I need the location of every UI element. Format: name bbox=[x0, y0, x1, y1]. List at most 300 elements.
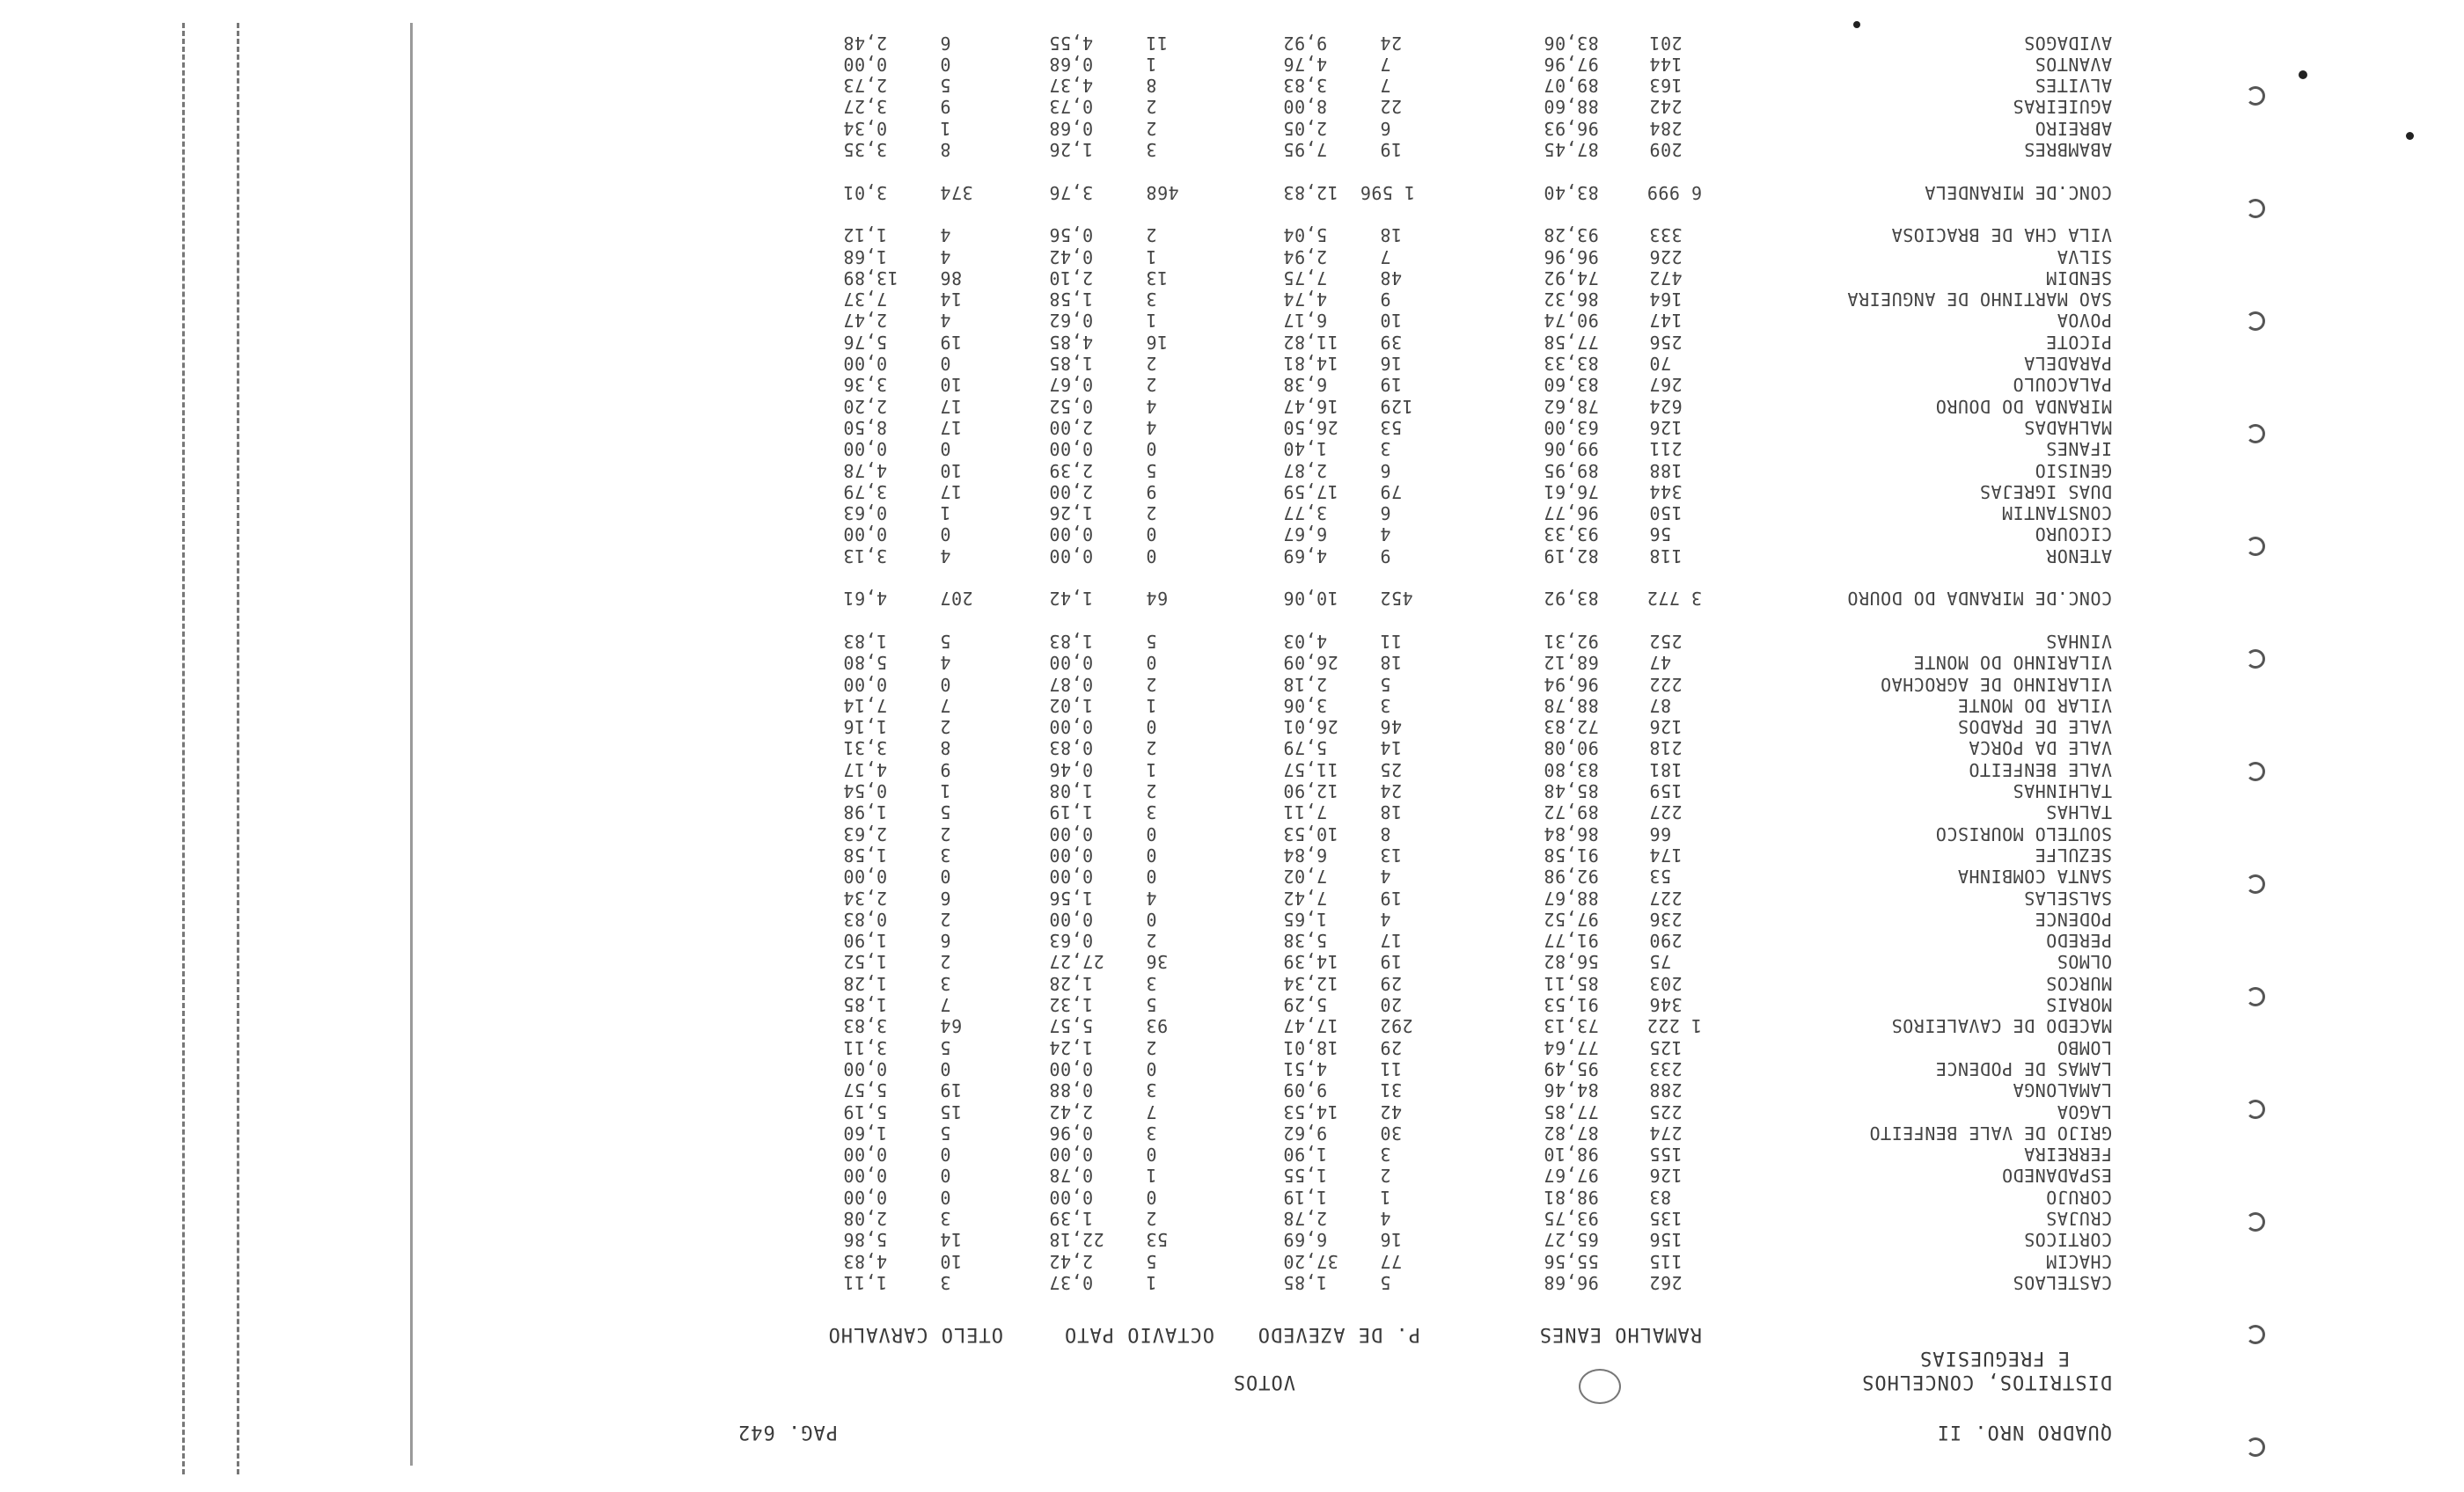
row-value: 1 222 bbox=[1646, 1015, 1702, 1037]
table-row bbox=[0, 160, 2464, 181]
row-value: 3 bbox=[1380, 694, 1391, 716]
row-value: 24 bbox=[1380, 780, 1403, 802]
row-value: 4,83 bbox=[843, 1250, 888, 1272]
row-value: 207 bbox=[940, 588, 973, 610]
row-value: 1,16 bbox=[843, 716, 888, 738]
row-value: 333 bbox=[1649, 224, 1683, 246]
row-value: 8 bbox=[940, 737, 951, 759]
row-name: SENDIM bbox=[2045, 267, 2112, 289]
row-value: 22 bbox=[1380, 96, 1403, 118]
row-value: 6 999 bbox=[1646, 181, 1702, 203]
row-value: 77 bbox=[1380, 1250, 1403, 1272]
table-row bbox=[0, 139, 2464, 160]
row-value: 31 bbox=[1380, 1079, 1403, 1101]
table-row bbox=[0, 224, 2464, 245]
row-value: 4 bbox=[1380, 1208, 1391, 1230]
ink-spot bbox=[2406, 132, 2414, 140]
row-value: 0 bbox=[940, 53, 951, 75]
row-value: 10,53 bbox=[1283, 823, 1338, 845]
row-value: 472 bbox=[1649, 267, 1683, 289]
row-value: 3,36 bbox=[843, 374, 888, 396]
row-value: 17 bbox=[1380, 930, 1403, 952]
ink-spot bbox=[1853, 21, 1860, 28]
row-value: 2,47 bbox=[843, 310, 888, 332]
row-name: PEREDO bbox=[2045, 930, 2112, 952]
row-name: PICOTE bbox=[2045, 331, 2112, 353]
row-value: 4 bbox=[940, 224, 951, 246]
row-value: 129 bbox=[1380, 395, 1413, 417]
row-name: VILAR DO MONTE bbox=[1957, 694, 2112, 716]
row-value: 226 bbox=[1649, 245, 1683, 267]
table-row bbox=[0, 1037, 2464, 1058]
row-value: 0 bbox=[1146, 1058, 1157, 1079]
row-value: 96,68 bbox=[1544, 1272, 1599, 1293]
row-value: 292 bbox=[1380, 1015, 1413, 1037]
row-name: DUAS IGREJAS bbox=[1979, 480, 2112, 502]
row-value: 0,63 bbox=[1049, 930, 1094, 952]
row-value: 2,00 bbox=[1049, 417, 1094, 438]
row-value: 15 bbox=[940, 1101, 963, 1123]
row-value: 2 bbox=[940, 823, 951, 845]
table-row bbox=[0, 203, 2464, 224]
row-value: 3 bbox=[1146, 801, 1157, 823]
row-value: 288 bbox=[1649, 1079, 1683, 1101]
row-name: SAO MARTINHO DE ANGUEIRA bbox=[1847, 289, 2112, 311]
row-value: 8,50 bbox=[843, 417, 888, 438]
row-value: 2,42 bbox=[1049, 1250, 1094, 1272]
row-value: 26,09 bbox=[1283, 652, 1338, 674]
table-row bbox=[0, 75, 2464, 96]
row-value: 17,59 bbox=[1283, 480, 1338, 502]
row-value: 0,00 bbox=[843, 1058, 888, 1079]
row-value: 0 bbox=[940, 438, 951, 460]
row-value: 90,74 bbox=[1544, 310, 1599, 332]
row-name: VALE DA PORCA bbox=[1968, 737, 2112, 759]
row-value: 11 bbox=[1380, 631, 1403, 652]
table-row bbox=[0, 1166, 2464, 1187]
row-value: 14,39 bbox=[1283, 951, 1338, 973]
row-value: 64 bbox=[1146, 588, 1169, 610]
row-value: 0 bbox=[940, 353, 951, 375]
row-value: 1,12 bbox=[843, 224, 888, 246]
row-value: 0 bbox=[1146, 1186, 1157, 1208]
table-row bbox=[0, 33, 2464, 54]
row-value: 1,40 bbox=[1283, 438, 1328, 460]
row-value: 5,57 bbox=[1049, 1015, 1094, 1037]
row-value: 4,37 bbox=[1049, 75, 1094, 97]
table-row bbox=[0, 1015, 2464, 1036]
row-value: 3 bbox=[1380, 438, 1391, 460]
table-row bbox=[0, 332, 2464, 353]
row-value: 125 bbox=[1649, 1036, 1683, 1058]
row-value: 0,88 bbox=[1049, 1079, 1094, 1101]
row-value: 262 bbox=[1649, 1272, 1683, 1293]
table-row bbox=[0, 545, 2464, 567]
row-value: 0,68 bbox=[1049, 117, 1094, 139]
row-value: 0,00 bbox=[1049, 438, 1094, 460]
row-value: 1 bbox=[940, 117, 951, 139]
row-value: 73,13 bbox=[1544, 1015, 1599, 1037]
row-value: 92,31 bbox=[1544, 631, 1599, 652]
row-value: 4 bbox=[1380, 866, 1391, 888]
row-value: 156 bbox=[1649, 1229, 1683, 1251]
row-value: 0,52 bbox=[1049, 395, 1094, 417]
row-value: 8,00 bbox=[1283, 96, 1328, 118]
row-value: 0 bbox=[940, 673, 951, 695]
row-value: 83,06 bbox=[1544, 32, 1599, 54]
row-value: 5 bbox=[1146, 459, 1157, 481]
row-value: 1,19 bbox=[1283, 1186, 1328, 1208]
row-name: MURCOS bbox=[2045, 972, 2112, 994]
row-value: 4 bbox=[940, 245, 951, 267]
row-value: 3,31 bbox=[843, 737, 888, 759]
row-value: 0,00 bbox=[1049, 866, 1094, 888]
row-value: 7 bbox=[1380, 75, 1391, 97]
row-value: 98,81 bbox=[1544, 1186, 1599, 1208]
row-value: 2,18 bbox=[1283, 673, 1328, 695]
row-value: 19 bbox=[940, 331, 963, 353]
row-value: 55,56 bbox=[1544, 1250, 1599, 1272]
row-value: 2 bbox=[1146, 737, 1157, 759]
table-row bbox=[0, 1272, 2464, 1293]
row-value: 2 bbox=[1146, 353, 1157, 375]
row-value: 96,77 bbox=[1544, 502, 1599, 524]
row-value: 48 bbox=[1380, 267, 1403, 289]
row-value: 1,28 bbox=[843, 972, 888, 994]
row-value: 72,83 bbox=[1544, 716, 1599, 738]
row-value: 3,77 bbox=[1283, 502, 1328, 524]
row-value: 96,94 bbox=[1544, 673, 1599, 695]
table-row bbox=[0, 823, 2464, 845]
row-value: 344 bbox=[1649, 480, 1683, 502]
row-value: 78,62 bbox=[1544, 395, 1599, 417]
stamp-mark bbox=[1579, 1369, 1621, 1404]
row-value: 284 bbox=[1649, 117, 1683, 139]
row-name: SOUTELO MOURISCO bbox=[1935, 823, 2112, 845]
row-value: 12,34 bbox=[1283, 972, 1338, 994]
table-row bbox=[0, 866, 2464, 887]
row-name: GRIJO DE VALE BENFEITO bbox=[1869, 1122, 2112, 1144]
row-value: 3,83 bbox=[843, 1015, 888, 1037]
row-value: 14,81 bbox=[1283, 353, 1338, 375]
row-value: 93,28 bbox=[1544, 224, 1599, 246]
row-value: 14 bbox=[940, 1229, 963, 1251]
row-value: 9 bbox=[1380, 545, 1391, 567]
row-value: 0,00 bbox=[843, 1144, 888, 1166]
row-value: 256 bbox=[1649, 331, 1683, 353]
row-name: FERREIRA bbox=[2023, 1144, 2112, 1166]
row-value: 6,38 bbox=[1283, 374, 1328, 396]
row-value: 0 bbox=[940, 866, 951, 888]
row-value: 4,85 bbox=[1049, 331, 1094, 353]
row-value: 2,39 bbox=[1049, 459, 1094, 481]
table-row bbox=[0, 311, 2464, 332]
row-value: 2 bbox=[1146, 96, 1157, 118]
punch-hole-mark bbox=[2246, 311, 2265, 331]
row-value: 65,27 bbox=[1544, 1229, 1599, 1251]
row-value: 5 bbox=[940, 801, 951, 823]
row-value: 6,84 bbox=[1283, 845, 1328, 866]
row-value: 1,42 bbox=[1049, 588, 1094, 610]
punch-hole-mark bbox=[2246, 1437, 2265, 1457]
row-value: 2 bbox=[1146, 1208, 1157, 1230]
row-value: 0,00 bbox=[1049, 545, 1094, 567]
row-name: ATENOR bbox=[2045, 545, 2112, 567]
row-value: 174 bbox=[1649, 845, 1683, 866]
row-value: 0,00 bbox=[1049, 908, 1094, 930]
row-value: 7 bbox=[1146, 1101, 1157, 1123]
row-value: 267 bbox=[1649, 374, 1683, 396]
row-value: 9 bbox=[940, 96, 951, 118]
row-value: 87 bbox=[1649, 694, 1672, 716]
row-value: 86,32 bbox=[1544, 289, 1599, 311]
row-value: 2,05 bbox=[1283, 117, 1328, 139]
row-name: LAMAS DE PODENCE bbox=[1935, 1058, 2112, 1079]
row-value: 0,56 bbox=[1049, 224, 1094, 246]
row-value: 5,38 bbox=[1283, 930, 1328, 952]
row-value: 1 bbox=[1146, 1272, 1157, 1293]
row-value: 0,00 bbox=[843, 438, 888, 460]
row-value: 18 bbox=[1380, 652, 1403, 674]
row-name: VILARINHO DE AGROCHAO bbox=[1880, 673, 2112, 695]
row-name: CONC.DE MIRANDELA bbox=[1924, 181, 2112, 203]
row-value: 2,10 bbox=[1049, 267, 1094, 289]
row-value: 12,90 bbox=[1283, 780, 1338, 802]
row-value: 0,00 bbox=[843, 866, 888, 888]
row-value: 7 bbox=[940, 694, 951, 716]
row-value: 0 bbox=[940, 523, 951, 545]
punch-hole-mark bbox=[2246, 424, 2265, 443]
row-value: 155 bbox=[1649, 1144, 1683, 1166]
row-value: 12,83 bbox=[1283, 181, 1338, 203]
row-value: 5,86 bbox=[843, 1229, 888, 1251]
row-value: 3,13 bbox=[843, 545, 888, 567]
row-value: 10 bbox=[940, 459, 963, 481]
row-value: 13 bbox=[1380, 845, 1403, 866]
row-value: 0,00 bbox=[1049, 1186, 1094, 1208]
table-row bbox=[0, 652, 2464, 673]
row-value: 0,00 bbox=[843, 1186, 888, 1208]
table-row bbox=[0, 267, 2464, 289]
row-value: 5 bbox=[940, 1036, 951, 1058]
row-value: 144 bbox=[1649, 53, 1683, 75]
row-value: 4,03 bbox=[1283, 631, 1328, 652]
row-value: 1,58 bbox=[1049, 289, 1094, 311]
row-value: 0,96 bbox=[1049, 1122, 1094, 1144]
row-value: 2 bbox=[1146, 117, 1157, 139]
row-value: 19 bbox=[1380, 374, 1403, 396]
row-value: 1,83 bbox=[1049, 631, 1094, 652]
row-value: 1,02 bbox=[1049, 694, 1094, 716]
row-value: 5,79 bbox=[1283, 737, 1328, 759]
row-value: 30 bbox=[1380, 1122, 1403, 1144]
row-value: 1,26 bbox=[1049, 502, 1094, 524]
row-value: 2 bbox=[1146, 502, 1157, 524]
row-name: CORUJO bbox=[2045, 1186, 2112, 1208]
row-value: 7,37 bbox=[843, 289, 888, 311]
votos-label: VOTOS bbox=[1232, 1371, 1295, 1393]
punch-hole-mark bbox=[2246, 86, 2265, 106]
row-name: VINHAS bbox=[2045, 631, 2112, 652]
row-value: 4 bbox=[1380, 523, 1391, 545]
row-value: 29 bbox=[1380, 1036, 1403, 1058]
row-value: 76,61 bbox=[1544, 480, 1599, 502]
row-value: 3 bbox=[1146, 139, 1157, 161]
row-value: 63,00 bbox=[1544, 417, 1599, 438]
row-value: 3,83 bbox=[1283, 75, 1328, 97]
row-value: 147 bbox=[1649, 310, 1683, 332]
row-value: 5,57 bbox=[843, 1079, 888, 1101]
row-value: 3 bbox=[940, 972, 951, 994]
row-value: 2 bbox=[1146, 224, 1157, 246]
table-row bbox=[0, 759, 2464, 780]
row-value: 10,06 bbox=[1283, 588, 1338, 610]
row-name: CICOURO bbox=[2035, 523, 2112, 545]
row-value: 0,73 bbox=[1049, 96, 1094, 118]
row-value: 46 bbox=[1380, 716, 1403, 738]
row-name: AGUIEIRAS bbox=[2013, 96, 2112, 118]
row-name: CONSTANTIM bbox=[2001, 502, 2112, 524]
row-value: 0,00 bbox=[1049, 652, 1094, 674]
row-value: 19 bbox=[1380, 139, 1403, 161]
table-row bbox=[0, 909, 2464, 930]
row-value: 1,55 bbox=[1283, 1165, 1328, 1187]
row-value: 225 bbox=[1649, 1101, 1683, 1123]
row-value: 19 bbox=[940, 1079, 963, 1101]
row-value: 1,32 bbox=[1049, 994, 1094, 1016]
row-value: 0,00 bbox=[843, 53, 888, 75]
row-value: 4 bbox=[940, 652, 951, 674]
row-value: 0,34 bbox=[843, 117, 888, 139]
table-row bbox=[0, 524, 2464, 545]
table-row bbox=[0, 353, 2464, 374]
row-value: 2 bbox=[1146, 780, 1157, 802]
row-value: 2,00 bbox=[1049, 480, 1094, 502]
row-value: 84,46 bbox=[1544, 1079, 1599, 1101]
row-value: 164 bbox=[1649, 289, 1683, 311]
quadro-label: QUADRO NRO. II bbox=[1936, 1421, 2112, 1443]
row-value: 97,67 bbox=[1544, 1165, 1599, 1187]
row-value: 0 bbox=[940, 1058, 951, 1079]
row-value: 0,00 bbox=[843, 1165, 888, 1187]
row-value: 1,65 bbox=[1283, 908, 1328, 930]
row-name: VILARINHO DO MONTE bbox=[1913, 652, 2112, 674]
row-value: 0,87 bbox=[1049, 673, 1094, 695]
row-value: 2,42 bbox=[1049, 1101, 1094, 1123]
punch-hole-mark bbox=[2246, 987, 2265, 1006]
row-value: 96,96 bbox=[1544, 245, 1599, 267]
row-value: 39 bbox=[1380, 331, 1403, 353]
row-value: 3 bbox=[1146, 1122, 1157, 1144]
row-value: 3 772 bbox=[1646, 588, 1702, 610]
row-name: AVANTOS bbox=[2035, 53, 2112, 75]
row-value: 3,76 bbox=[1049, 181, 1094, 203]
table-row bbox=[0, 182, 2464, 203]
row-value: 83,92 bbox=[1544, 588, 1599, 610]
row-value: 3 bbox=[1146, 1079, 1157, 1101]
row-value: 17 bbox=[940, 480, 963, 502]
row-value: 56,82 bbox=[1544, 951, 1599, 973]
row-value: 83,40 bbox=[1544, 181, 1599, 203]
row-value: 1,11 bbox=[843, 1272, 888, 1293]
row-value: 0,83 bbox=[1049, 737, 1094, 759]
row-value: 290 bbox=[1649, 930, 1683, 952]
row-value: 274 bbox=[1649, 1122, 1683, 1144]
row-value: 4 bbox=[1146, 417, 1157, 438]
row-value: 47 bbox=[1649, 652, 1672, 674]
table-row bbox=[0, 1208, 2464, 1229]
punch-hole-mark bbox=[2246, 1212, 2265, 1232]
row-value: 0 bbox=[1146, 652, 1157, 674]
row-value: 8 bbox=[1146, 75, 1157, 97]
row-value: 1,28 bbox=[1049, 972, 1094, 994]
row-value: 9 bbox=[940, 758, 951, 780]
row-value: 188 bbox=[1649, 459, 1683, 481]
row-value: 233 bbox=[1649, 1058, 1683, 1079]
row-value: 8 bbox=[1380, 823, 1391, 845]
row-value: 126 bbox=[1649, 417, 1683, 438]
row-value: 2,34 bbox=[843, 887, 888, 909]
row-value: 5 bbox=[940, 631, 951, 652]
row-value: 181 bbox=[1649, 758, 1683, 780]
row-name: ALVITES bbox=[2035, 75, 2112, 97]
row-value: 5 bbox=[1380, 1272, 1391, 1293]
row-value: 346 bbox=[1649, 994, 1683, 1016]
row-value: 97,96 bbox=[1544, 53, 1599, 75]
row-value: 1 bbox=[1146, 53, 1157, 75]
row-value: 5 bbox=[1146, 994, 1157, 1016]
row-value: 83 bbox=[1649, 1186, 1672, 1208]
ink-spot bbox=[2299, 70, 2307, 79]
row-value: 2,63 bbox=[843, 823, 888, 845]
punch-hole-mark bbox=[2246, 762, 2265, 781]
row-value: 92,98 bbox=[1544, 866, 1599, 888]
row-value: 0,00 bbox=[1049, 716, 1094, 738]
row-value: 5,29 bbox=[1283, 994, 1328, 1016]
row-value: 1,85 bbox=[1283, 1272, 1328, 1293]
candidate-header: OTELO CARVALHO bbox=[827, 1323, 1003, 1345]
row-name: CORTICOS bbox=[2023, 1229, 2112, 1251]
row-value: 8 bbox=[940, 139, 951, 161]
table-row bbox=[0, 930, 2464, 951]
punch-hole-mark bbox=[2246, 1100, 2265, 1119]
row-value: 10 bbox=[1380, 310, 1403, 332]
row-name: TALHINHAS bbox=[2013, 780, 2112, 802]
row-value: 163 bbox=[1649, 75, 1683, 97]
row-value: 374 bbox=[940, 181, 973, 203]
table-row bbox=[0, 396, 2464, 417]
row-value: 4,74 bbox=[1283, 289, 1328, 311]
row-value: 4,69 bbox=[1283, 545, 1328, 567]
row-value: 66 bbox=[1649, 823, 1672, 845]
row-value: 0,00 bbox=[1049, 1144, 1094, 1166]
row-name: LOMBO bbox=[2057, 1036, 2112, 1058]
row-value: 36 bbox=[1146, 951, 1169, 973]
row-value: 3,79 bbox=[843, 480, 888, 502]
table-row bbox=[0, 973, 2464, 994]
row-value: 7 bbox=[940, 994, 951, 1016]
row-value: 29 bbox=[1380, 972, 1403, 994]
row-value: 0,00 bbox=[1049, 523, 1094, 545]
row-value: 14 bbox=[1380, 737, 1403, 759]
row-value: 2,73 bbox=[843, 75, 888, 97]
row-value: 1 bbox=[1146, 245, 1157, 267]
row-value: 91,77 bbox=[1544, 930, 1599, 952]
punch-hole-mark bbox=[2246, 537, 2265, 556]
row-value: 1,24 bbox=[1049, 1036, 1094, 1058]
row-value: 10 bbox=[940, 374, 963, 396]
table-row bbox=[0, 1058, 2464, 1079]
